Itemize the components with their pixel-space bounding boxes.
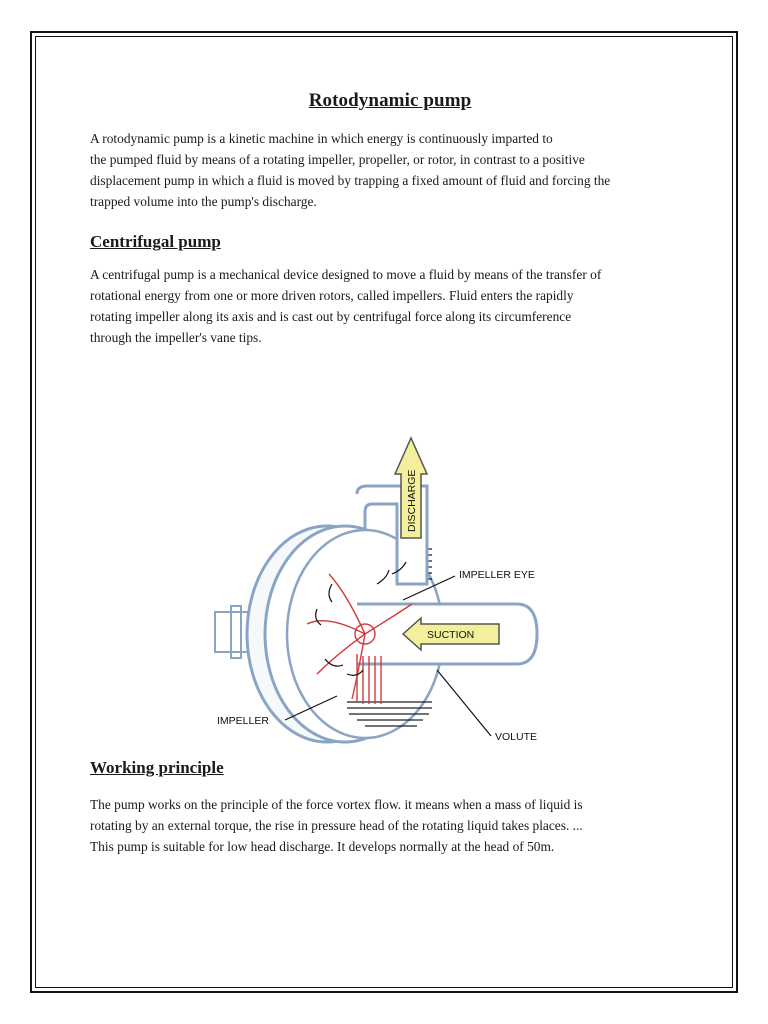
section-heading-centrifugal: Centrifugal pump [90,232,221,251]
volute-label: VOLUTE [495,731,538,743]
section-heading-working-principle: Working principle [90,758,224,777]
centrifugal-line: rotating impeller along its axis and is cast out by centrifugal force along its circumference [90,309,572,324]
page-title: Rotodynamic pump [308,90,472,111]
working-principle-paragraph [90,794,690,857]
intro-paragraph [90,128,690,212]
centrifugal-paragraph [90,264,690,348]
intro-line: A rotodynamic pump is a kinetic machine in which energy is continuously imparted to [90,131,553,146]
working-principle-line: The pump works on the principle of the force vortex flow. it means when a mass of liquid is [90,797,583,812]
centrifugal-line: A centrifugal pump is a mechanical device designed to move a fluid by means of the transfer of [90,267,602,282]
working-principle-line: This pump is suitable for low head discharge. It develops normally at the head of 50m. [90,839,555,854]
centrifugal-line: rotational energy from one or more driven rotors, called impellers. Fluid enters the rapidly [90,288,574,303]
centrifugal-line: through the impeller's vane tips. [90,330,262,345]
discharge-label: DISCHARGE [406,469,418,532]
intro-line: trapped volume into the pump's discharge. [90,194,317,209]
impeller-label: IMPELLER [217,715,269,727]
suction-label: SUCTION [427,629,475,641]
centrifugal-pump-diagram [207,434,557,754]
working-principle-line: rotating by an external torque, the rise in pressure head of the rotating liquid takes places. ... [90,818,583,833]
document-body [90,90,690,348]
intro-line: displacement pump in which a fluid is moved by trapping a fixed amount of fluid and forcing the [90,173,611,188]
impeller-eye-label: IMPELLER EYE [459,569,535,581]
intro-line: the pumped fluid by means of a rotating impeller, propeller, or rotor, in contrast to a positive [90,152,585,167]
